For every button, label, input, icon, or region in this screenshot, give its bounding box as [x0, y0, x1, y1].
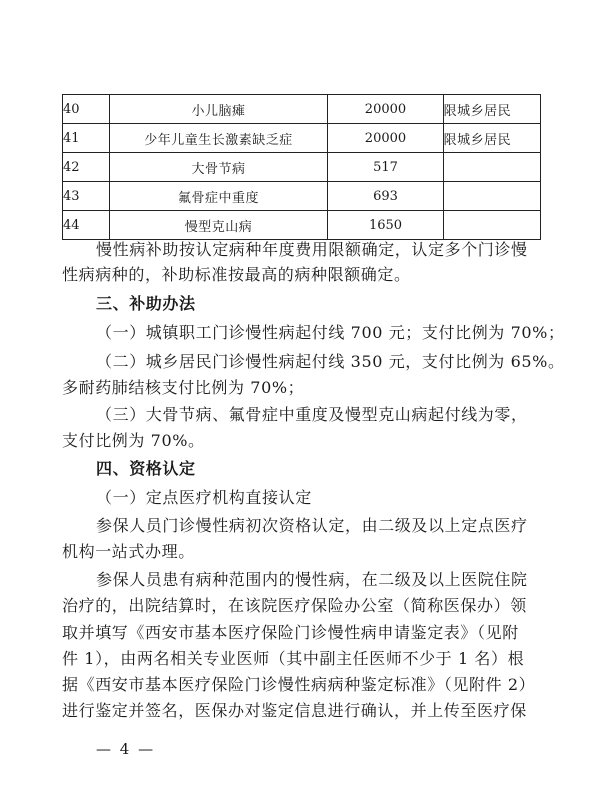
disease-name: 氟骨症中重度: [109, 182, 328, 211]
fee-limit: 20000: [328, 124, 443, 153]
row-number: 43: [63, 182, 110, 211]
remark: [443, 211, 540, 240]
fee-limit: 20000: [328, 95, 443, 124]
paragraph-line: 进行鉴定并签名，医保办对鉴定信息进行确认，并上传至医疗保: [62, 701, 527, 720]
paragraph-line: 治疗的，出院结算时，在该院医疗保险办公室（简称医保办）领: [62, 596, 527, 615]
paragraph-line: 参保人员患有病种范围内的慢性病，在二级及以上医院住院: [96, 570, 528, 589]
row-number: 40: [63, 95, 110, 124]
disease-name: 小儿脑瘫: [109, 95, 328, 124]
row-number: 44: [63, 211, 110, 240]
paragraph-line: 支付比例为 70%。: [62, 431, 205, 450]
row-number: 41: [63, 124, 110, 153]
paragraph-line: 取并填写《西安市基本医疗保险门诊慢性病申请鉴定表》（见附: [62, 623, 519, 642]
remark: 限城乡居民: [443, 124, 540, 153]
section-heading: 三、补助办法: [96, 294, 196, 313]
table-row: [63, 153, 541, 182]
paragraph-line: 慢性病补助按认定病种年度费用限额确定，认定多个门诊慢: [96, 240, 528, 259]
remark: [443, 182, 540, 211]
disease-fee-table: [62, 94, 541, 240]
paragraph-line: 参保人员门诊慢性病初次资格认定，由二级及以上定点医疗: [96, 516, 528, 535]
page-number: — 4 —: [96, 740, 156, 758]
paragraph-line: 件 1），由两名相关专业医师（其中副主任医师不少于 1 名）根: [62, 649, 525, 668]
table-row: [63, 95, 541, 124]
fee-limit: 517: [328, 153, 443, 182]
table-row: [63, 182, 541, 211]
disease-name: 大骨节病: [109, 153, 328, 182]
table-row: [63, 124, 541, 153]
section-heading: 四、资格认定: [96, 459, 196, 478]
remark: 限城乡居民: [443, 95, 540, 124]
paragraph-line: （一）城镇职工门诊慢性病起付线 700 元；支付比例为 70%；: [96, 323, 565, 342]
paragraph-line: 多耐药肺结核支付比例为 70%；: [62, 378, 305, 397]
paragraph-line: 性病病种的，补助标准按最高的病种限额确定。: [62, 265, 411, 284]
fee-limit: 1650: [328, 211, 443, 240]
table-row: [63, 211, 541, 240]
subsection-heading: （一）定点医疗机构直接认定: [96, 488, 312, 507]
fee-limit: 693: [328, 182, 443, 211]
row-number: 42: [63, 153, 110, 182]
disease-name: 少年儿童生长激素缺乏症: [109, 124, 328, 153]
paragraph-line: （三）大骨节病、氟骨症中重度及慢型克山病起付线为零，: [96, 405, 528, 424]
paragraph-line: 机构一站式办理。: [62, 542, 195, 561]
remark: [443, 153, 540, 182]
disease-name: 慢型克山病: [109, 211, 328, 240]
paragraph-line: （二）城乡居民门诊慢性病起付线 350 元，支付比例为 65%。: [96, 352, 565, 371]
paragraph-line: 据《西安市基本医疗保险门诊慢性病病种鉴定标准》（见附件 2）: [62, 675, 536, 694]
